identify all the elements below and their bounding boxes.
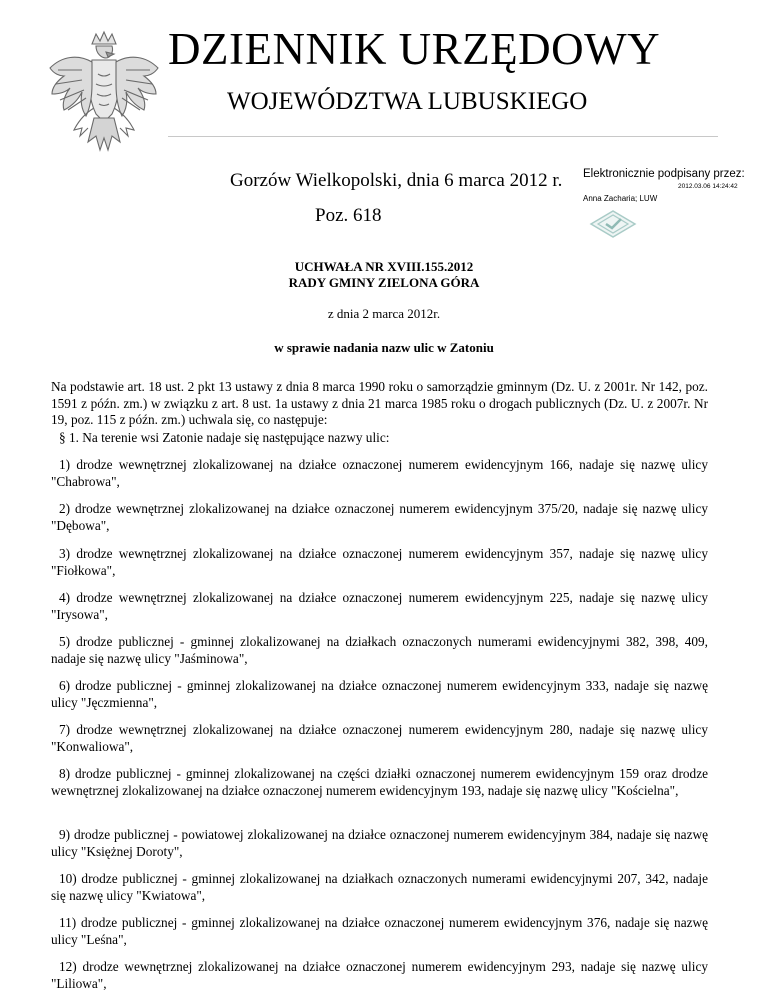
list-item: 5) drodze publicznej - gminnej zlokalizowanej na działkach oznaczonych numerami ewidencyjnymi 382, 398, 409, nadaje się nazwę ulicy "Jaśminowa", xyxy=(51,634,708,666)
journal-subtitle: WOJEWÓDZTWA LUBUSKIEGO xyxy=(227,88,588,115)
resolution-number: UCHWAŁA NR XVIII.155.2012 xyxy=(294,259,474,274)
place-and-date: Gorzów Wielkopolski, dnia 6 marca 2012 r. xyxy=(230,170,563,191)
paragraph-1: § 1. Na terenie wsi Zatonie nadaje się następujące nazwy ulic: xyxy=(59,430,390,445)
list-item: 2) drodze wewnętrznej zlokalizowanej na działce oznaczonej numerem ewidencyjnym 375/20, nadaje się nazwę ulicy "Dębowa", xyxy=(51,501,708,533)
list-item: 10) drodze publicznej - gminnej zlokalizowanej na działkach oznaczonych numerami ewidencyjnymi 207, 342, nadaje się nazwę ulicy "Kwiatowa", xyxy=(51,871,708,903)
legal-basis-paragraph: Na podstawie art. 18 ust. 2 pkt 13 ustawy z dnia 8 marca 1990 roku o samorządzie gminnym (Dz. U. z 2001r. Nr 142, poz. 1591 z późn. zm.) w związku z art. 8 ust. 1a ustawy z dnia 21 marca 1985 roku o drogach publicznych (Dz. U. z 2007r. Nr 19, poz. 115 z późn. zm.) uchwala się, co następuje: xyxy=(51,379,708,427)
list-item: 8) drodze publicznej - gminnej zlokalizowanej na części działki oznaczonej numerem ewidencyjnym 159 oraz drodze wewnętrznej zlokalizowanej na działce oznaczonej numerem ewidencyjnym 193, nadaje się nazwę ulicy "Kościelna", xyxy=(51,766,708,798)
list-item: 7) drodze wewnętrznej zlokalizowanej na działce oznaczonej numerem ewidencyjnym 280, nadaje się nazwę ulicy "Konwaliowa", xyxy=(51,722,708,754)
list-item: 6) drodze publicznej - gminnej zlokalizowanej na działce oznaczonej numerem ewidencyjnym 333, nadaje się nazwę ulicy "Jęczmienna", xyxy=(51,678,708,710)
resolution-date: z dnia 2 marca 2012r. xyxy=(327,306,441,321)
list-item: 1) drodze wewnętrznej zlokalizowanej na działce oznaczonej numerem ewidencyjnym 166, nadaje się nazwę ulicy "Chabrowa", xyxy=(51,457,708,489)
resolution-council: RADY GMINY ZIELONA GÓRA xyxy=(288,275,480,290)
polish-eagle-emblem-icon xyxy=(44,30,164,158)
list-item: 11) drodze publicznej - gminnej zlokalizowanej na działce oznaczonej numerem ewidencyjnym 376, nadaje się nazwę ulicy "Leśna", xyxy=(51,915,708,947)
list-item: 3) drodze wewnętrznej zlokalizowanej na działce oznaczonej numerem ewidencyjnym 357, nadaje się nazwę ulicy "Fiołkowa", xyxy=(51,546,708,578)
list-item: 9) drodze publicznej - powiatowej zlokalizowanej na działce oznaczonej numerem ewidencyjnym 384, nadaje się nazwę ulicy "Księżnej Doroty", xyxy=(51,827,708,859)
resolution-subject: w sprawie nadania nazw ulic w Zatoniu xyxy=(274,340,494,355)
signature-check-icon xyxy=(588,208,638,240)
signature-timestamp: 2012.03.06 14:24:42 xyxy=(678,183,738,190)
journal-title: DZIENNIK URZĘDOWY xyxy=(168,24,661,74)
list-item: 12) drodze wewnętrznej zlokalizowanej na działce oznaczonej numerem ewidencyjnym 293, nadaje się nazwę ulicy "Liliowa", xyxy=(51,959,708,991)
list-item: 4) drodze wewnętrznej zlokalizowanej na działce oznaczonej numerem ewidencyjnym 225, nadaje się nazwę ulicy "Irysowa", xyxy=(51,590,708,622)
signature-label: Elektronicznie podpisany przez: xyxy=(583,168,745,180)
header-divider xyxy=(168,136,718,137)
signature-signer: Anna Zacharia; LUW xyxy=(583,194,658,203)
position-number: Poz. 618 xyxy=(315,205,382,226)
